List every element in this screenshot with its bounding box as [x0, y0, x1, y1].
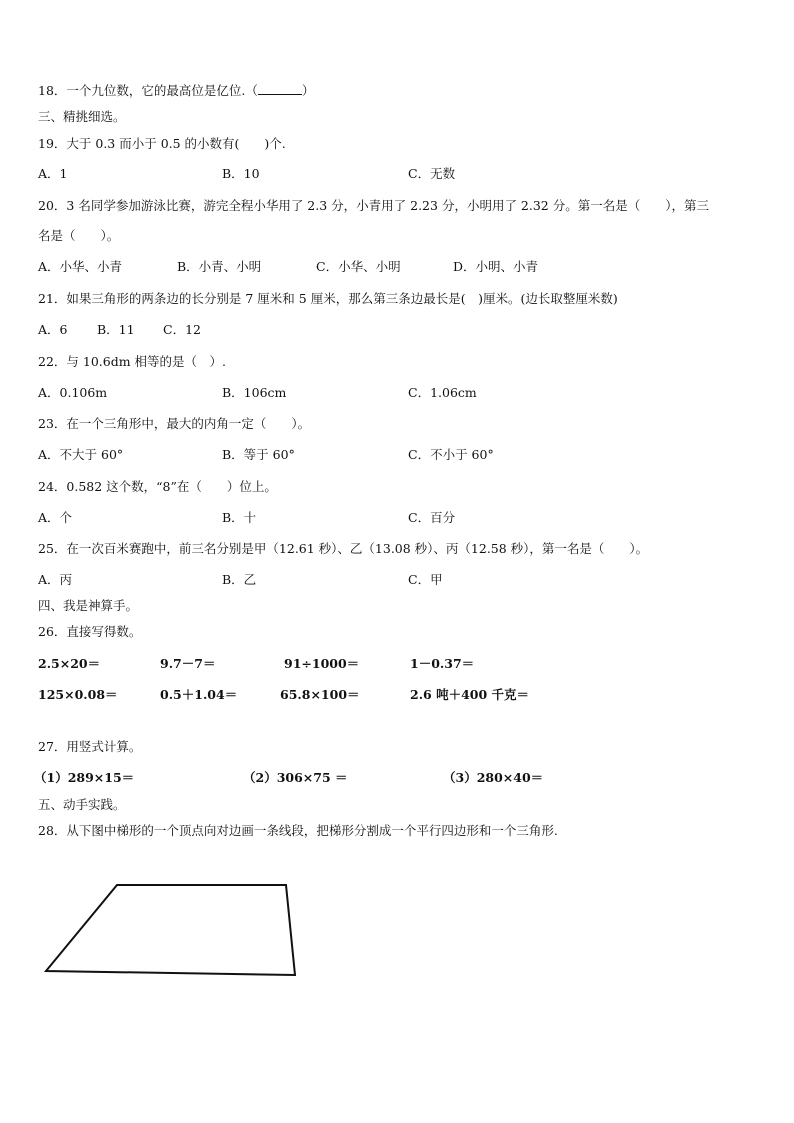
section-heading-4: 四、我是神算手。	[38, 598, 139, 613]
option-c[interactable]: C．百分	[408, 510, 456, 525]
option-b[interactable]: B．10	[222, 166, 260, 181]
option-a[interactable]: A．个	[38, 510, 73, 525]
question-text: 用竖式计算。	[66, 739, 142, 754]
option-c[interactable]: C．不小于 60°	[408, 447, 494, 462]
question-23: 23．在一个三角形中，最大的内角一定（ ）。	[38, 416, 311, 431]
option-a[interactable]: A．丙	[38, 572, 73, 587]
calc-item: 2.5×20＝	[38, 656, 101, 671]
question-21: 21．如果三角形的两条边的长分别是 7 厘米和 5 厘米，那么第三条边最长是( )厘米。(边长取整厘米数)	[38, 291, 618, 306]
question-26: 26．直接写得数。	[38, 624, 142, 639]
option-a[interactable]: A．0.106m	[38, 385, 108, 400]
option-c[interactable]: C．甲	[408, 572, 443, 587]
option-c[interactable]: C．12	[163, 322, 201, 337]
question-19: 19．大于 0.3 而小于 0.5 的小数有( )个.	[38, 136, 286, 151]
question-text: 3 名同学参加游泳比赛，游完全程小华用了 2.3 分，小青用了 2.23 分，小明用了 2.32 分。第一名是（ ），第三	[66, 198, 709, 213]
section-heading-5: 五、动手实践。	[38, 797, 126, 812]
option-c[interactable]: C．1.06cm	[408, 385, 477, 400]
question-27: 27．用竖式计算。	[38, 739, 142, 754]
option-a[interactable]: A．6	[38, 322, 68, 337]
question-text: 从下图中梯形的一个顶点向对边画一条线段，把梯形分割成一个平行四边形和一个三角形.	[66, 823, 558, 838]
question-28: 28．从下图中梯形的一个顶点向对边画一条线段，把梯形分割成一个平行四边形和一个三角形.	[38, 823, 558, 838]
question-18: 18．一个九位数，它的最高位是亿位.（ ）	[38, 83, 315, 98]
calc-item: 0.5＋1.04＝	[160, 687, 238, 702]
section-heading-3: 三、精挑细选。	[38, 109, 126, 124]
calc-item: 9.7－7＝	[160, 656, 216, 671]
option-b[interactable]: B．等于 60°	[222, 447, 295, 462]
question-20-continued: 名是（ ）。	[38, 228, 120, 243]
question-22: 22．与 10.6dm 相等的是（ ）.	[38, 354, 227, 369]
question-24: 24．0.582 这个数，“8”在（ ）位上。	[38, 479, 277, 494]
calc-item: （2）306×75 ＝	[243, 770, 348, 785]
question-text: 如果三角形的两条边的长分别是 7 厘米和 5 厘米，那么第三条边最长是( )厘米。(边长取整厘米数)	[66, 291, 618, 306]
question-text: 大于 0.3 而小于 0.5 的小数有( )个.	[66, 136, 286, 151]
question-text: 与 10.6dm 相等的是（ ）.	[66, 354, 227, 369]
calc-item: 2.6 吨＋400 千克＝	[410, 687, 530, 702]
calc-item: 125×0.08＝	[38, 687, 118, 702]
option-b[interactable]: B．十	[222, 510, 257, 525]
calc-item: 65.8×100＝	[280, 687, 360, 702]
option-c[interactable]: C．小华、小明	[316, 259, 401, 274]
calc-item: （3）280×40＝	[443, 770, 544, 785]
question-text: 一个九位数，它的最高位是亿位.（	[66, 83, 258, 98]
option-b[interactable]: B．乙	[222, 572, 257, 587]
calc-item: 91÷1000＝	[284, 656, 360, 671]
trapezoid-shape	[46, 885, 295, 975]
question-text: 直接写得数。	[66, 624, 142, 639]
option-a[interactable]: A．不大于 60°	[38, 447, 124, 462]
question-text: 在一个三角形中，最大的内角一定（ ）。	[66, 416, 311, 431]
calc-item: 1－0.37＝	[410, 656, 475, 671]
question-25: 25．在一次百米赛跑中，前三名分别是甲（12.61 秒）、乙（13.08 秒）、丙（12.58 秒），第一名是（ ）。	[38, 541, 649, 556]
option-c[interactable]: C．无数	[408, 166, 456, 181]
option-a[interactable]: A．1	[38, 166, 68, 181]
question-text: 0.582 这个数，“8”在（ ）位上。	[66, 479, 277, 494]
option-b[interactable]: B．106cm	[222, 385, 287, 400]
option-b[interactable]: B．小青、小明	[177, 259, 262, 274]
option-b[interactable]: B．11	[97, 322, 135, 337]
question-20: 20．3 名同学参加游泳比赛，游完全程小华用了 2.3 分，小青用了 2.23 分，小明用了 2.32 分。第一名是（ ），第三	[38, 198, 709, 213]
question-number: 18．	[38, 83, 67, 98]
calc-item: （1）289×15＝	[34, 770, 135, 785]
option-d[interactable]: D．小明、小青	[453, 259, 539, 274]
option-a[interactable]: A．小华、小青	[38, 259, 123, 274]
question-text: 在一次百米赛跑中，前三名分别是甲（12.61 秒）、乙（13.08 秒）、丙（12.58 秒），第一名是（ ）。	[66, 541, 649, 556]
